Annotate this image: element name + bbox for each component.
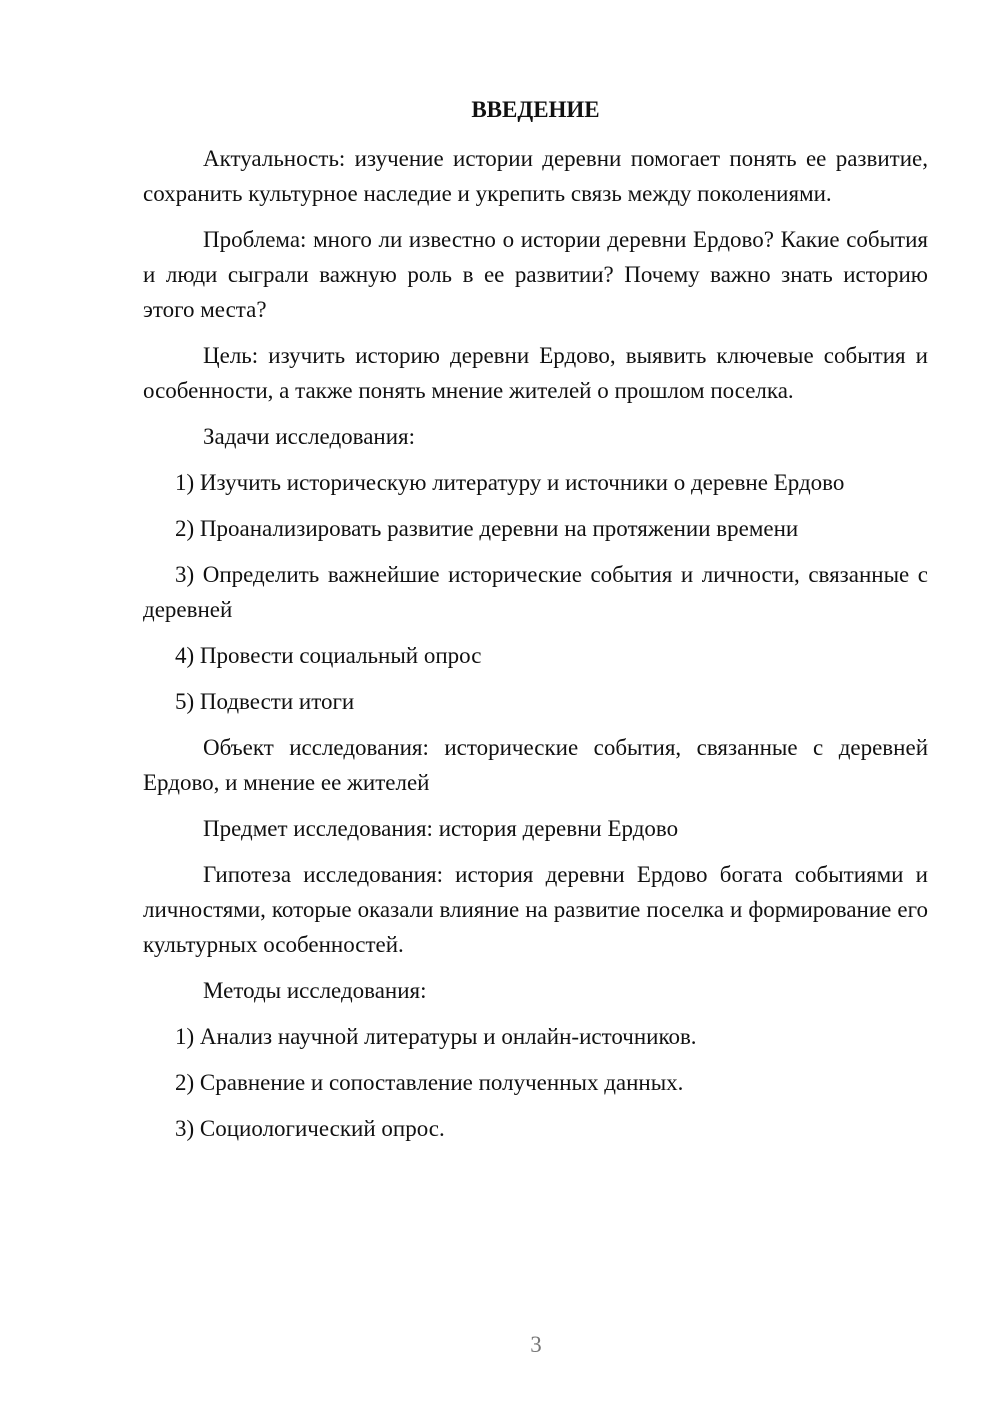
page-number: 3 [530,1332,542,1357]
methods-heading: Методы исследования: [203,978,427,1003]
method-item: 3) Социологический опрос. [175,1116,445,1141]
method-item: 1) Анализ научной литературы и онлайн-источников. [175,1024,697,1049]
relevance-paragraph: Актуальность: изучение истории деревни помогает понять ее развитие, сохранить культурное наследие и укрепить связь между поколениями. [143,146,928,206]
hypothesis-paragraph: Гипотеза исследования: история деревни Ердово богата событиями и личностями, которые оказали влияние на развитие поселка и формирование его культурных особенностей. [143,862,928,957]
task-item: 3) Определить важнейшие исторические события и личности, связанные с деревней [143,562,928,622]
task-item: 2) Проанализировать развитие деревни на протяжении времени [175,516,799,541]
document-page [143,92,928,1157]
subject-paragraph: Предмет исследования: история деревни Ердово [203,816,679,841]
document-title: ВВЕДЕНИЕ [471,97,600,122]
method-item: 2) Сравнение и сопоставление полученных данных. [175,1070,684,1095]
task-item: 1) Изучить историческую литературу и источники о деревне Ердово [175,470,845,495]
object-paragraph: Объект исследования: исторические события, связанные с деревней Ердово, и мнение ее жителей [143,735,928,795]
goal-paragraph: Цель: изучить историю деревни Ердово, выявить ключевые события и особенности, а также понять мнение жителей о прошлом поселка. [143,343,928,403]
task-item: 4) Провести социальный опрос [175,643,482,668]
task-item: 5) Подвести итоги [175,689,355,714]
problem-paragraph: Проблема: много ли известно о истории деревни Ердово? Какие события и люди сыграли важную роль в ее развитии? Почему важно знать историю этого места? [143,227,928,322]
tasks-heading: Задачи исследования: [203,424,416,449]
